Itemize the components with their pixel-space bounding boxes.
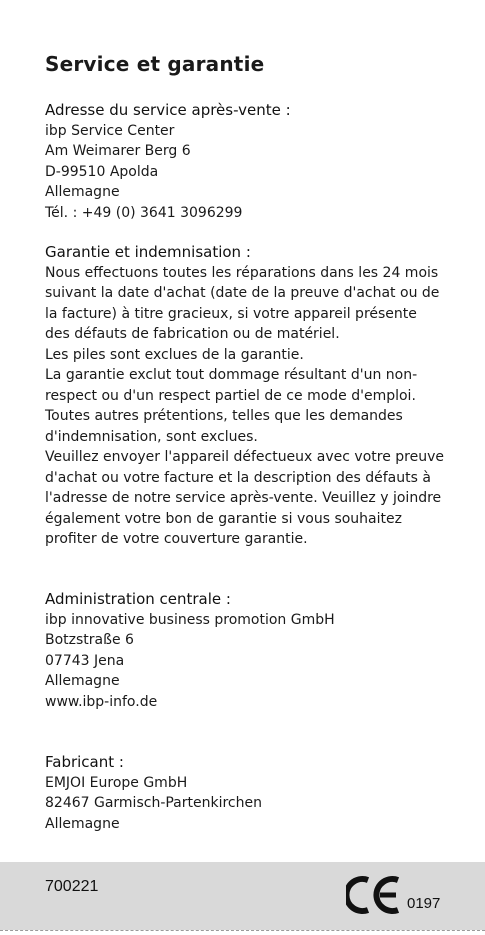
address-line: ibp Service Center (45, 122, 175, 139)
warranty-line: Toutes autres prétentions, telles que les demandes (45, 408, 403, 424)
warranty-line: d'indemnisation, sont exclues. (45, 428, 258, 445)
notified-body-number: 0197 (407, 895, 441, 912)
service-address-heading: Adresse du service après-vente : (45, 101, 291, 119)
warranty-line: Nous effectuons toutes les réparations dans les 24 mois (45, 264, 439, 281)
warranty-line: des défauts de fabrication ou de matériel. (45, 326, 340, 342)
warranty-line: respect ou d'un respect partiel de ce mode d'emploi. (45, 387, 416, 404)
warranty-line: Les piles sont exclues de la garantie. (45, 346, 304, 363)
cut-line (0, 930, 485, 931)
head-office-line: 07743 Jena (45, 652, 125, 669)
manufacturer-line: EMJOI Europe GmbH (45, 774, 188, 791)
warranty-line: d'achat ou votre facture et la description des défauts à (45, 469, 431, 486)
manufacturer-line: Allemagne (45, 815, 120, 832)
warranty-heading: Garantie et indemnisation : (45, 243, 251, 261)
address-line: Allemagne (45, 184, 120, 200)
head-office-line: ibp innovative business promotion GmbH (45, 611, 335, 628)
head-office-line: Allemagne (45, 673, 120, 689)
warranty-line: également votre bon de garantie si vous souhaitez (45, 510, 402, 527)
manufacturer-line: 82467 Garmisch-Partenkirchen (45, 795, 262, 811)
address-line: D-99510 Apolda (45, 163, 159, 180)
warranty-line: l'adresse de notre service après-vente. Veuillez y joindre (45, 490, 442, 506)
head-office-section (45, 589, 455, 712)
service-address-section (45, 100, 455, 223)
page-title: Service et garantie (45, 52, 265, 76)
warranty-section (45, 242, 455, 550)
ce-mark-icon (346, 874, 404, 916)
head-office-heading: Administration centrale : (45, 590, 231, 608)
warranty-line: profiter de votre couverture garantie. (45, 531, 308, 547)
warranty-line: La garantie exclut tout dommage résultant d'un non- (45, 367, 418, 383)
product-code: 700221 (45, 878, 99, 895)
warranty-text (45, 263, 455, 550)
head-office-line: Botzstraße 6 (45, 632, 134, 648)
warranty-line: suivant la date d'achat (date de la preuve d'achat ou de (45, 285, 440, 301)
footer-bar (0, 862, 485, 930)
phone-line: Tél. : +49 (0) 3641 3096299 (45, 204, 243, 221)
address-line: Am Weimarer Berg 6 (45, 143, 191, 159)
warranty-line: Veuillez envoyer l'appareil défectueux avec votre preuve (45, 449, 444, 465)
manufacturer-section (45, 752, 455, 834)
warranty-line: la facture) à titre gracieux, si votre appareil présente (45, 305, 417, 322)
website-line: www.ibp-info.de (45, 693, 158, 710)
manufacturer-heading: Fabricant : (45, 753, 124, 771)
